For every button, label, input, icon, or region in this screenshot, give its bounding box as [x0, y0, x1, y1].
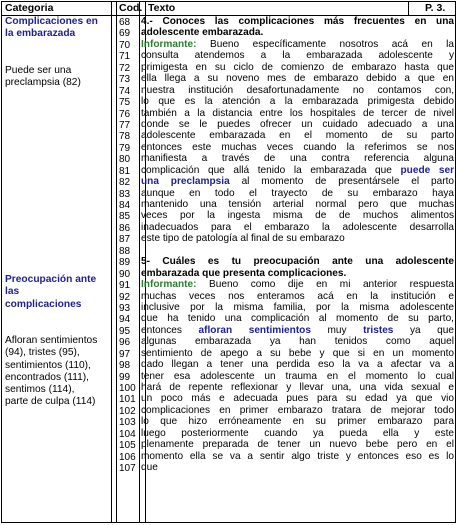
line-code: 72: [119, 62, 131, 74]
blank-line: [141, 245, 454, 256]
category-line: las: [5, 286, 20, 298]
line-code: 107: [119, 463, 136, 475]
text-line: lo que hizo erróneamente en su primer embarazo para: [141, 416, 454, 428]
header-categoria: Categoria: [5, 2, 54, 14]
header-page: P. 3.: [425, 2, 446, 14]
text-line: entonces este muchas veces cuando la referimos se nos: [141, 141, 454, 153]
text-line: adolescente embarazada.: [141, 27, 264, 39]
text-line: ella llega a su noveno mes de embarazo debido a que en: [141, 73, 454, 85]
text-line: [141, 39, 454, 50]
text-line: este tipo de patología al final de su embarazo: [141, 233, 345, 245]
line-code: 77: [119, 119, 131, 131]
category-line: Complicaciones en: [5, 16, 98, 27]
text-line: inadecuados para el embarazo la adolescente desarrolla: [141, 221, 454, 233]
line-code: 103: [119, 417, 136, 429]
column-divider: [116, 2, 117, 522]
category-line: encontrados (111),: [5, 371, 90, 383]
text-line: consulta atendemos a la embarazada adolescente y: [141, 50, 454, 62]
text-line: complicaciones en primer embarazo tratara de mejorar todo: [141, 404, 454, 416]
text-line: nuestra institución desafortunadamente no contamos con,: [141, 84, 454, 96]
header-texto: Texto: [148, 2, 176, 14]
category-line: Afloran sentimientos: [5, 335, 98, 346]
text-line: aunque en todo el trayecto de su embarazo haya: [141, 187, 454, 199]
line-code: 82: [119, 177, 131, 189]
line-code: 78: [119, 131, 131, 143]
line-code: 76: [119, 108, 131, 120]
line-code: 101: [119, 394, 136, 406]
text-line: hará de repente reflexionar y llevar una, una vida sexual e: [141, 382, 454, 393]
line-code: 106: [119, 451, 136, 463]
highlighted-code-text: afloran sentimientos: [198, 324, 311, 336]
text-line: algunas embarazada ya han tenidos como aquel: [141, 336, 454, 348]
highlighted-code-text: tristes: [363, 324, 394, 336]
category-complicaciones: [5, 16, 111, 41]
text-line: muchas veces nos enteramos acá en la institución e: [141, 290, 454, 302]
line-code: 102: [119, 405, 136, 417]
line-code: 91: [119, 280, 131, 292]
text-line: luego posteriormente cuando ya pueda ella y este: [141, 427, 454, 439]
text-line: adolescente embarazada en el momento de su parto: [141, 130, 454, 142]
line-code: 81: [119, 165, 131, 177]
text-line: primigesta en su ciclo de comienzo de embarazo hasta que: [141, 61, 454, 73]
text-line: [141, 176, 454, 187]
line-code: 70: [119, 39, 131, 51]
line-code: 92: [119, 291, 131, 303]
text-line: que ha tenido una complicación al momento de su parto,: [141, 313, 454, 325]
coding-table: [1, 1, 456, 523]
text-line: donde se le puedes ofrecer un cuidado adecuado a una: [141, 118, 454, 130]
informante-label: Informante:: [141, 279, 197, 291]
text-line: también a la distancia entre los hospitales de tercer de nivel: [141, 107, 454, 119]
line-code: 104: [119, 428, 136, 440]
line-code: 88: [119, 245, 131, 257]
text-line: dado llegan a tener una perdida eso la va a afectar va a: [141, 359, 454, 371]
category-line: la embarazada: [5, 28, 76, 40]
text-line: que: [141, 462, 158, 474]
text-line: tener esa adolescente un trauma en el momento lo cual: [141, 370, 454, 382]
line-code: 85: [119, 211, 131, 223]
text-fragment: complicación que allá tenido la embarazada que: [141, 164, 401, 176]
category-line: Preocupación ante: [5, 274, 97, 285]
text-fragment: Bueno como dije en mi anterior respuesta: [196, 279, 454, 291]
category-line: sentimos (114),: [5, 384, 75, 396]
text-line: [141, 279, 454, 290]
text-line: lo que es la atención a la embarazada primigesta debido: [141, 96, 454, 108]
category-line: Puede ser una: [5, 65, 72, 76]
text-line: momento ella se va a sentir algo triste y entonces eso es lo: [141, 450, 454, 462]
line-code: 84: [119, 200, 131, 211]
line-code: 83: [119, 188, 131, 200]
line-code: 75: [119, 97, 131, 109]
line-code: 97: [119, 348, 131, 360]
line-code: 105: [119, 440, 136, 452]
subcategory-preclampsia: [5, 65, 111, 90]
line-code: 73: [119, 74, 131, 86]
text-line: plenamente preparada de tener un nuevo bebe pero en el: [141, 439, 454, 451]
column-divider: [408, 2, 409, 15]
line-code: 87: [119, 234, 131, 246]
header-cod: Cod.: [119, 2, 143, 14]
line-codes: [119, 17, 136, 475]
column-divider: [139, 2, 140, 522]
text-fragment: muy: [310, 324, 364, 336]
text-fragment: entonces: [141, 324, 199, 336]
line-code: 98: [119, 360, 131, 372]
line-code: 74: [119, 85, 131, 97]
line-code: 80: [119, 154, 131, 166]
line-code: 68: [119, 17, 131, 28]
highlighted-code-text: una preclampsia: [141, 176, 230, 188]
line-code: 96: [119, 337, 131, 349]
text-line: mantenido una tensión arterial normal pero que muchas: [141, 199, 454, 210]
line-code: 95: [119, 325, 131, 337]
column-divider: [111, 2, 112, 522]
text-line: un poco más e adecuada pues para su edad ya que vio: [141, 393, 454, 405]
category-line: (94), tristes (95),: [5, 347, 80, 359]
category-line: parte de culpa (114): [5, 396, 96, 408]
text-line: 4.- Conoces las complicaciones más frecuentes en una: [141, 16, 454, 27]
line-code: 79: [119, 142, 131, 154]
text-line: veces por la ingesta misma de de muchos alimentos: [141, 210, 454, 222]
line-code: 94: [119, 314, 131, 326]
informante-label: Informante:: [141, 38, 197, 50]
text-line: sentimiento de apego a su bebe y que si en un momento: [141, 347, 454, 359]
category-line: complicaciones: [5, 298, 82, 310]
text-line: 5- Cuáles es tu preocupación ante una adolescente: [141, 256, 454, 268]
text-fragment: ya que: [393, 324, 454, 336]
text-fragment: Bueno específicamente nosotros acá en la: [196, 38, 454, 50]
subcategory-sentimientos: [5, 335, 111, 409]
text-fragment: al momento de presentársele el parto: [229, 176, 454, 188]
line-code: 93: [119, 302, 131, 314]
line-code: 69: [119, 28, 131, 40]
text-line: manifiesta a través de una contra referencia alguna: [141, 153, 454, 165]
text-line: [141, 165, 454, 176]
line-code: 99: [119, 371, 131, 383]
text-line: embarazada que presenta complicaciones.: [141, 267, 347, 279]
text-line: inclusive por la misma familia, por la misma adolescente: [141, 301, 454, 313]
line-code: 100: [119, 383, 136, 394]
interview-text: [141, 16, 454, 474]
line-code: 86: [119, 222, 131, 234]
text-line: [141, 325, 454, 336]
line-code: 71: [119, 51, 131, 63]
category-line: sentimientos (110),: [5, 359, 91, 371]
line-code: 89: [119, 257, 131, 269]
category-preocupacion: [5, 274, 111, 311]
line-code: 90: [119, 268, 131, 280]
highlighted-code-text: puede ser: [400, 164, 454, 176]
category-line: preclampsia (82): [5, 77, 81, 89]
